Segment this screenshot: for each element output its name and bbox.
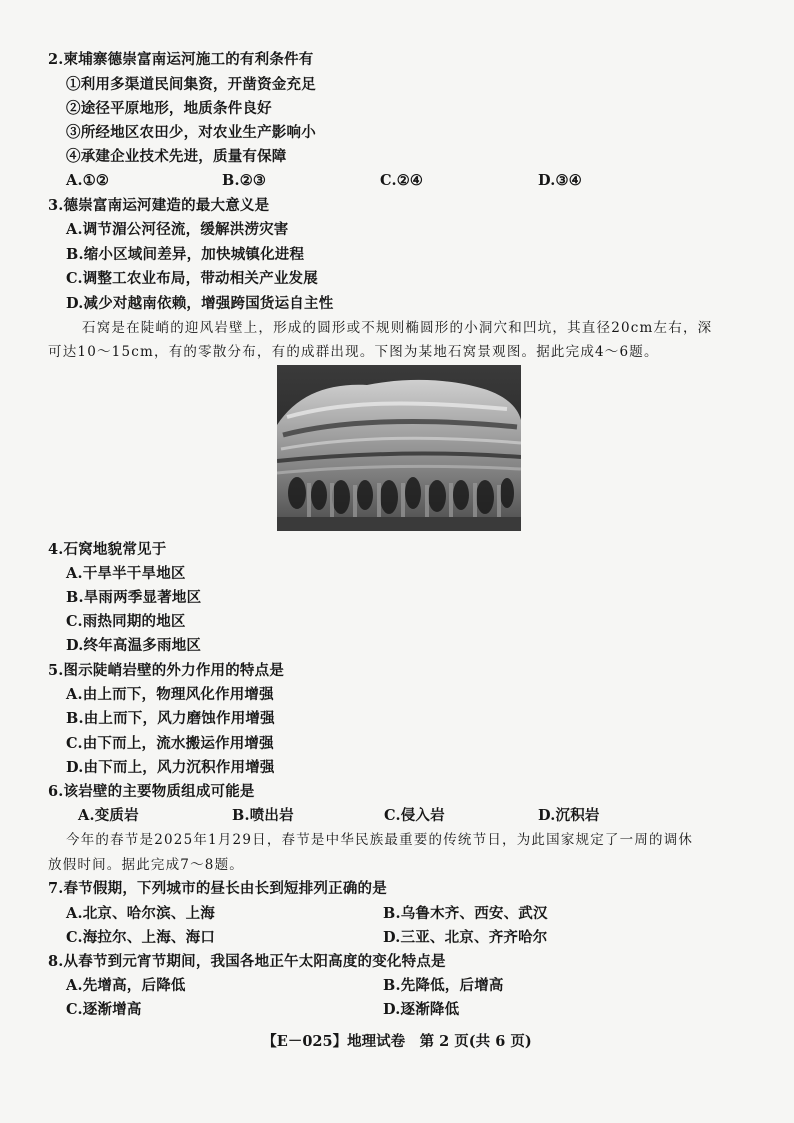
q2-item-2: ②途径平原地形，地质条件良好 <box>66 100 272 117</box>
q5-option-a: A.由上而下，物理风化作用增强 <box>66 686 274 703</box>
q2-stem: 2.柬埔寨德崇富南运河施工的有利条件有 <box>48 51 314 68</box>
q4-option-d: D.终年高温多雨地区 <box>66 637 202 654</box>
q2-item-1: ①利用多渠道民间集资，开凿资金充足 <box>66 76 316 93</box>
q4-option-c: C.雨热同期的地区 <box>66 613 186 630</box>
q6-option-c: C.侵入岩 <box>384 807 445 824</box>
q3-option-b: B.缩小区域间差异，加快城镇化进程 <box>66 246 305 263</box>
q2-item-4: ④承建企业技术先进，质量有保障 <box>66 148 287 165</box>
passage1-line2: 可达10～15cm，有的零散分布，有的成群出现。下图为某地石窝景观图。据此完成4～6题。 <box>48 344 659 360</box>
rock-cavity-photo <box>277 365 521 531</box>
q3-option-c: C.调整工农业布局，带动相关产业发展 <box>66 270 318 287</box>
q8-stem: 8.从春节到元宵节期间，我国各地正午太阳高度的变化特点是 <box>48 953 446 970</box>
passage1-line1: 石窝是在陡峭的迎风岩壁上，形成的圆形或不规则椭圆形的小洞穴和凹坑，其直径20cm左右，深 <box>82 320 713 336</box>
q8-option-d: D.逐渐降低 <box>383 1001 460 1018</box>
passage2-line2: 放假时间。据此完成7～8题。 <box>48 857 244 873</box>
q6-stem: 6.该岩壁的主要物质组成可能是 <box>48 783 255 800</box>
q4-option-a: A.干旱半干旱地区 <box>66 565 186 582</box>
q6-option-d: D.沉积岩 <box>538 807 600 824</box>
q3-option-a: A.调节湄公河径流，缓解洪涝灾害 <box>66 221 289 238</box>
q4-stem: 4.石窝地貌常见于 <box>48 541 167 558</box>
q5-option-b: B.由上而下，风力磨蚀作用增强 <box>66 710 275 727</box>
q2-option-c: C.②④ <box>380 172 424 189</box>
q8-option-c: C.逐渐增高 <box>66 1001 142 1018</box>
passage2-line1: 今年的春节是2025年1月29日，春节是中华民族最重要的传统节日，为此国家规定了一周的调休 <box>66 832 694 848</box>
q3-stem: 3.德崇富南运河建造的最大意义是 <box>48 197 270 214</box>
q5-option-d: D.由下而上，风力沉积作用增强 <box>66 759 275 776</box>
q2-option-b: B.②③ <box>222 172 267 189</box>
q7-option-c: C.海拉尔、上海、海口 <box>66 929 216 946</box>
q7-option-b: B.乌鲁木齐、西安、武汉 <box>383 905 548 922</box>
q5-stem: 5.图示陡峭岩壁的外力作用的特点是 <box>48 662 285 679</box>
q4-option-b: B.旱雨两季显著地区 <box>66 589 202 606</box>
q2-option-a: A.①② <box>66 172 110 189</box>
q6-option-a: A.变质岩 <box>78 807 139 824</box>
q2-item-3: ③所经地区农田少，对农业生产影响小 <box>66 124 316 141</box>
q8-option-b: B.先降低，后增高 <box>383 977 504 994</box>
q6-option-b: B.喷出岩 <box>232 807 294 824</box>
page-footer: 【E－025】地理试卷 第 2 页(共 6 页) <box>262 1033 532 1050</box>
q3-option-d: D.减少对越南依赖，增强跨国货运自主性 <box>66 295 334 312</box>
q2-option-d: D.③④ <box>538 172 582 189</box>
q8-option-a: A.先增高，后降低 <box>66 977 186 994</box>
q7-option-a: A.北京、哈尔滨、上海 <box>66 905 215 922</box>
q7-stem: 7.春节假期，下列城市的昼长由长到短排列正确的是 <box>48 880 387 897</box>
q7-option-d: D.三亚、北京、齐齐哈尔 <box>383 929 548 946</box>
q5-option-c: C.由下而上，流水搬运作用增强 <box>66 735 274 752</box>
